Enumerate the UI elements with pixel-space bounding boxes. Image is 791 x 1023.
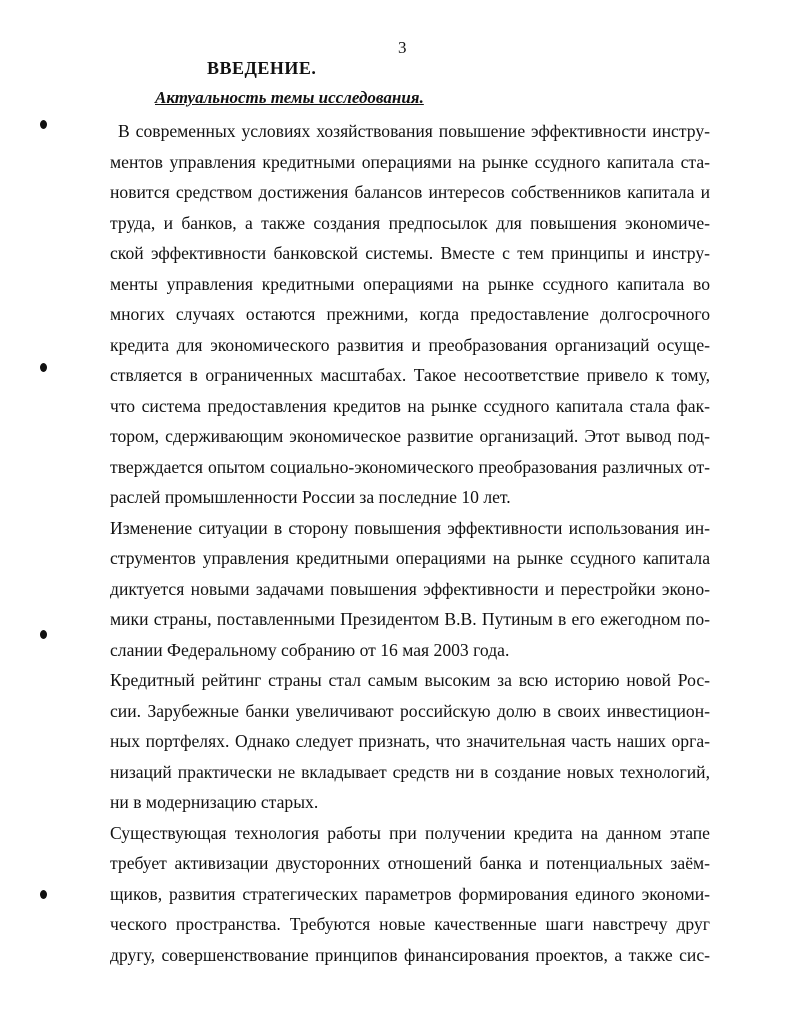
paragraph xyxy=(110,665,710,818)
text-line: многих случаях остаются прежними, когда предоставление долгосрочного xyxy=(110,304,710,324)
paragraph xyxy=(110,116,710,513)
text-line: В современных условиях хозяйствования повышение эффективности инстру- xyxy=(118,121,710,141)
text-line: Существующая технология работы при получении кредита на данном этапе xyxy=(110,822,710,843)
text-line: сии. Зарубежные банки увеличивают российскую долю в своих инвестицион- xyxy=(110,700,710,721)
page-number: 3 xyxy=(398,38,407,57)
text-line: ческого пространства. Требуются новые качественные шаги навстречу друг xyxy=(110,914,710,934)
text-line: ствляется в ограниченных масштабах. Такое несоответствие привело к тому, xyxy=(110,365,710,385)
text-line: ных портфелях. Однако следует признать, что значительная часть наших орга- xyxy=(110,731,710,751)
text-line: новится средством достижения балансов интересов собственников капитала и xyxy=(110,182,710,202)
text-line: щиков, развития стратегических параметров формирования единого экономи- xyxy=(110,883,710,904)
text-line: что система предоставления кредитов на рынке ссудного капитала стала фак- xyxy=(110,395,710,416)
margin-dot xyxy=(40,120,47,129)
text-line: ской эффективности банковской системы. Вместе с тем принципы и инстру- xyxy=(110,243,710,263)
text-line: Изменение ситуации в сторону повышения эффективности использования ин- xyxy=(110,517,710,538)
margin-dot xyxy=(40,363,47,372)
page-heading: ВВЕДЕНИЕ. xyxy=(207,58,317,78)
paragraph xyxy=(110,513,710,666)
text-line: струментов управления кредитными операциями на рынке ссудного капитала xyxy=(110,548,710,568)
text-line: низаций практически не вкладывает средств ни в создание новых технологий, xyxy=(110,761,710,782)
text-line: другу, совершенствование принципов финансирования проектов, а также сис- xyxy=(110,944,710,965)
paragraph xyxy=(110,818,710,971)
text-line: диктуется новыми задачами повышения эффективности и перестройки эконо- xyxy=(110,578,710,599)
text-line: ни в модернизацию старых. xyxy=(110,792,319,812)
text-line: ментов управления кредитными операциями на рынке ссудного капитала ста- xyxy=(110,151,710,172)
text-line: требует активизации двусторонних отношений банка и потенциальных заём- xyxy=(110,853,710,873)
margin-dot xyxy=(40,890,47,899)
text-line: труда, и банков, а также создания предпосылок для повышения экономиче- xyxy=(110,212,710,233)
text-line: тором, сдерживающим экономическое развитие организаций. Этот вывод под- xyxy=(110,426,710,446)
text-line: раслей промышленности России за последние 10 лет. xyxy=(110,487,511,507)
margin-dot xyxy=(40,630,47,639)
body-text xyxy=(110,116,710,970)
text-line: мики страны, поставленными Президентом В.В. Путиным в его ежегодном по- xyxy=(110,609,710,629)
text-line: Кредитный рейтинг страны стал самым высоким за всю историю новой Рос- xyxy=(110,670,710,690)
text-line: тверждается опытом социально-экономического преобразования различных от- xyxy=(110,456,710,477)
text-line: кредита для экономического развития и преобразования организаций осуще- xyxy=(110,334,710,355)
section-subheading: Актуальность темы исследования. xyxy=(155,88,424,107)
text-line: слании Федеральному собранию от 16 мая 2003 года. xyxy=(110,639,510,660)
text-line: менты управления кредитными операциями на рынке ссудного капитала во xyxy=(110,273,710,294)
